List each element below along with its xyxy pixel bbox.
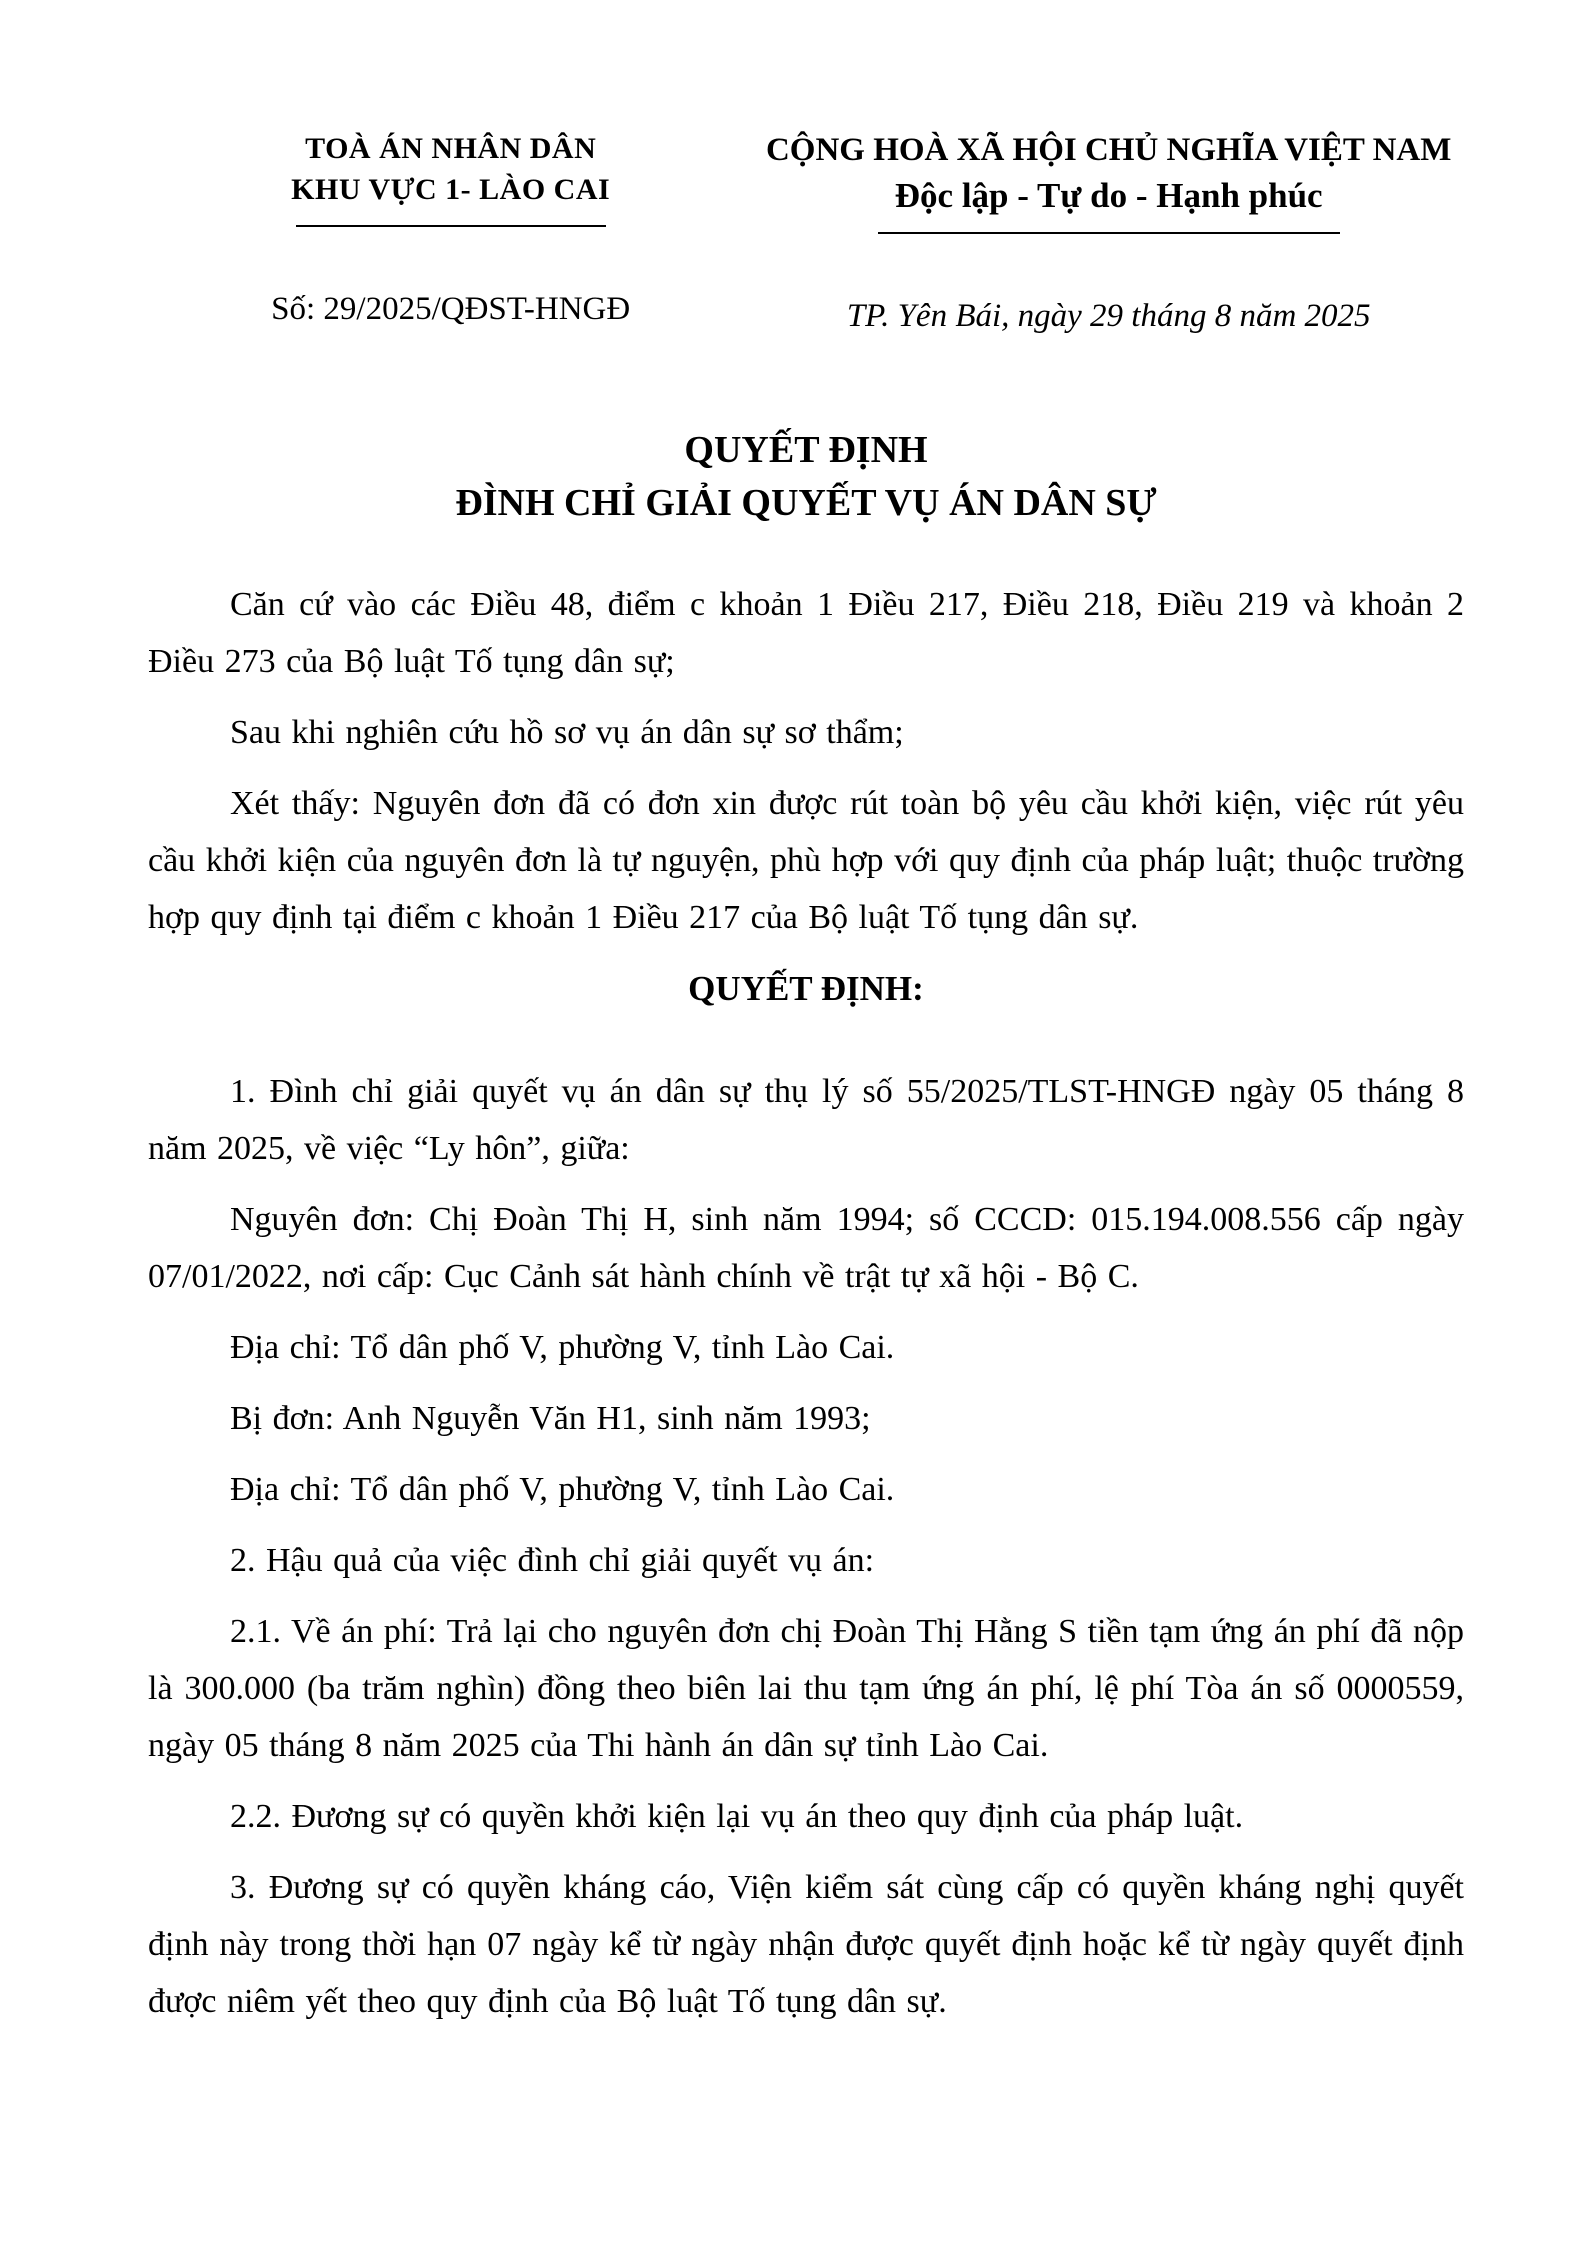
decision-paragraph-6: 2. Hậu quả của việc đình chỉ giải quyết vụ án: xyxy=(230,1542,875,1579)
decision-paragraph-5: Địa chỉ: Tổ dân phố V, phường V, tỉnh Lào Cai. xyxy=(230,1471,895,1508)
decision-section-heading: QUYẾT ĐỊNH: xyxy=(688,969,924,1008)
document-number: Số: 29/2025/QĐST-HNGĐ xyxy=(271,291,631,327)
motto-divider xyxy=(878,232,1340,234)
document-title-line2: ĐÌNH CHỈ GIẢI QUYẾT VỤ ÁN DÂN SỰ xyxy=(455,482,1157,524)
place-date-line: TP. Yên Bái, ngày 29 tháng 8 năm 2025 xyxy=(846,298,1371,334)
court-header-block xyxy=(148,128,753,329)
decision-paragraph-2: Nguyên đơn: Chị Đoàn Thị H, sinh năm 1994; số CCCD: 015.194.008.556 cấp ngày 07/01/2022, nơi cấp: Cục Cảnh sát hành chính về trật tự xã hội - Bộ C. xyxy=(148,1201,1464,1295)
decision-paragraph-1: 1. Đình chỉ giải quyết vụ án dân sự thụ lý số 55/2025/TLST-HNGĐ ngày 05 tháng 8 năm 2025, về việc “Ly hôn”, giữa: xyxy=(148,1073,1464,1167)
court-header-divider xyxy=(296,225,606,227)
decision-paragraph-8: 2.2. Đương sự có quyền khởi kiện lại vụ án theo quy định của pháp luật. xyxy=(230,1798,1244,1835)
preamble-paragraph-1: Căn cứ vào các Điều 48, điểm c khoản 1 Điều 217, Điều 218, Điều 219 và khoản 2 Điều 273 của Bộ luật Tố tụng dân sự; xyxy=(148,586,1464,680)
preamble-paragraph-2: Sau khi nghiên cứu hồ sơ vụ án dân sự sơ thẩm; xyxy=(230,714,904,751)
document-header xyxy=(148,128,1464,336)
decision-paragraph-4: Bị đơn: Anh Nguyễn Văn H1, sinh năm 1993; xyxy=(230,1400,871,1437)
document-title xyxy=(148,424,1464,530)
decision-paragraph-3: Địa chỉ: Tổ dân phố V, phường V, tỉnh Lào Cai. xyxy=(230,1329,895,1366)
national-motto: Độc lập - Tự do - Hạnh phúc xyxy=(894,176,1323,215)
national-header-block xyxy=(753,128,1464,336)
document-title-line1: QUYẾT ĐỊNH xyxy=(684,429,928,471)
court-name-line2: KHU VỰC 1- LÀO CAI xyxy=(291,173,611,206)
document-body xyxy=(148,576,1464,2030)
national-title: CỘNG HOÀ XÃ HỘI CHỦ NGHĨA VIỆT NAM xyxy=(765,132,1452,168)
decision-paragraph-9: 3. Đương sự có quyền kháng cáo, Viện kiểm sát cùng cấp có quyền kháng nghị quyết định này trong thời hạn 07 ngày kể từ ngày nhận được quyết định hoặc kể từ ngày quyết định được niêm yết theo quy định của Bộ luật Tố tụng dân sự. xyxy=(148,1869,1464,2020)
decision-paragraph-7: 2.1. Về án phí: Trả lại cho nguyên đơn chị Đoàn Thị Hằng S tiền tạm ứng án phí đã nộp là 300.000 (ba trăm nghìn) đồng theo biên lai thu tạm ứng án phí, lệ phí Tòa án số 0000559, ngày 05 tháng 8 năm 2025 của Thi hành án dân sự tỉnh Lào Cai. xyxy=(148,1613,1464,1764)
court-name-line1: TOÀ ÁN NHÂN DÂN xyxy=(305,132,597,165)
preamble-paragraph-3: Xét thấy: Nguyên đơn đã có đơn xin được rút toàn bộ yêu cầu khởi kiện, việc rút yêu cầu khởi kiện của nguyên đơn là tự nguyện, phù hợp với quy định của pháp luật; thuộc trường hợp quy định tại điểm c khoản 1 Điều 217 của Bộ luật Tố tụng dân sự. xyxy=(148,785,1464,936)
